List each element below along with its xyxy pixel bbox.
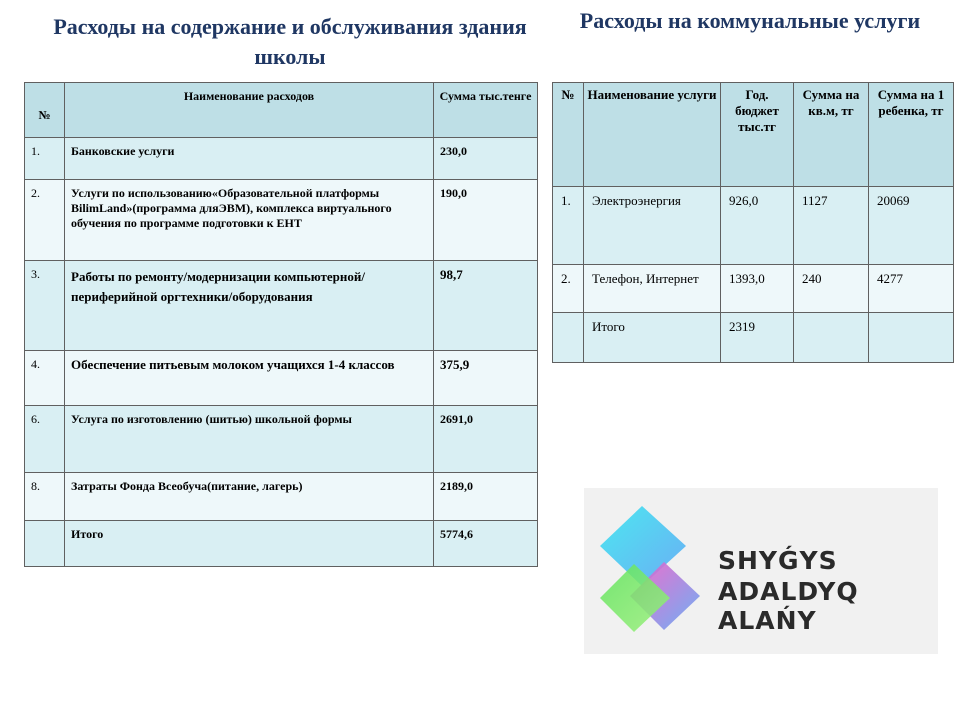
row-name: Услуга по изготовлению (шитью) школьной формы <box>65 406 434 473</box>
row-num: 8. <box>25 473 65 521</box>
logo-line2: ADALDYQ ALAŃY <box>718 577 859 635</box>
table-row <box>25 138 538 180</box>
table-row <box>25 261 538 351</box>
table-row <box>25 406 538 473</box>
table-row-total <box>25 521 538 567</box>
row-name: Итого <box>65 521 434 567</box>
row-per-sqm <box>794 313 869 363</box>
row-num: 2. <box>553 265 584 313</box>
logo-line1: SHYǴYS <box>718 546 838 575</box>
row-num <box>553 313 584 363</box>
header-num: № <box>25 83 65 138</box>
table-row <box>553 187 954 265</box>
row-per-sqm: 240 <box>794 265 869 313</box>
row-sum: 2691,0 <box>434 406 538 473</box>
row-sum: 2189,0 <box>434 473 538 521</box>
row-sum: 375,9 <box>434 351 538 406</box>
logo <box>584 488 938 654</box>
table-row <box>25 180 538 261</box>
row-name: Работы по ремонту/модернизации компьютерной/периферийной оргтехники/оборудования <box>65 261 434 351</box>
row-sum: 98,7 <box>434 261 538 351</box>
header-per-child: Сумма на 1 ребенка, тг <box>869 83 954 187</box>
row-per-child <box>869 313 954 363</box>
table-row <box>25 351 538 406</box>
row-name: Обеспечение питьевым молоком учащихся 1-4 классов <box>65 351 434 406</box>
table-row <box>25 473 538 521</box>
row-sum: 190,0 <box>434 180 538 261</box>
row-per-child: 4277 <box>869 265 954 313</box>
header-budget: Год. бюджет тыс.тг <box>721 83 794 187</box>
row-num: 6. <box>25 406 65 473</box>
row-name: Телефон, Интернет <box>584 265 721 313</box>
row-name: Затраты Фонда Всеобуча(питание, лагерь) <box>65 473 434 521</box>
row-name: Услуги по использованию«Образовательной платформы BilimLand»(программа дляЭВМ), комплекса виртуального обучения по программе подготовки к ЕНТ <box>65 180 434 261</box>
row-budget: 2319 <box>721 313 794 363</box>
row-per-sqm: 1127 <box>794 187 869 265</box>
row-name: Банковские услуги <box>65 138 434 180</box>
row-num: 1. <box>553 187 584 265</box>
row-budget: 926,0 <box>721 187 794 265</box>
row-per-child: 20069 <box>869 187 954 265</box>
row-sum: 5774,6 <box>434 521 538 567</box>
row-name: Итого <box>584 313 721 363</box>
row-name: Электроэнергия <box>584 187 721 265</box>
row-num: 4. <box>25 351 65 406</box>
utilities-table <box>552 82 954 363</box>
row-num: 3. <box>25 261 65 351</box>
utilities-header-row <box>553 83 954 187</box>
row-num: 1. <box>25 138 65 180</box>
logo-mark-icon <box>594 500 704 640</box>
row-sum: 230,0 <box>434 138 538 180</box>
row-num <box>25 521 65 567</box>
header-num: № <box>553 83 584 187</box>
expenses-title: Расходы на содержание и обслуживания здания школы <box>53 14 527 69</box>
header-sum: Сумма тыс.тенге <box>434 83 538 138</box>
expenses-table <box>24 82 538 567</box>
expenses-header-row <box>25 83 538 138</box>
header-per-sqm: Сумма на кв.м, тг <box>794 83 869 187</box>
table-row <box>553 265 954 313</box>
row-budget: 1393,0 <box>721 265 794 313</box>
table-row-total <box>553 313 954 363</box>
row-num: 2. <box>25 180 65 261</box>
utilities-title: Расходы на коммунальные услуги <box>579 8 921 33</box>
header-name: Наименование услуги <box>584 83 721 187</box>
header-name: Наименование расходов <box>65 83 434 138</box>
